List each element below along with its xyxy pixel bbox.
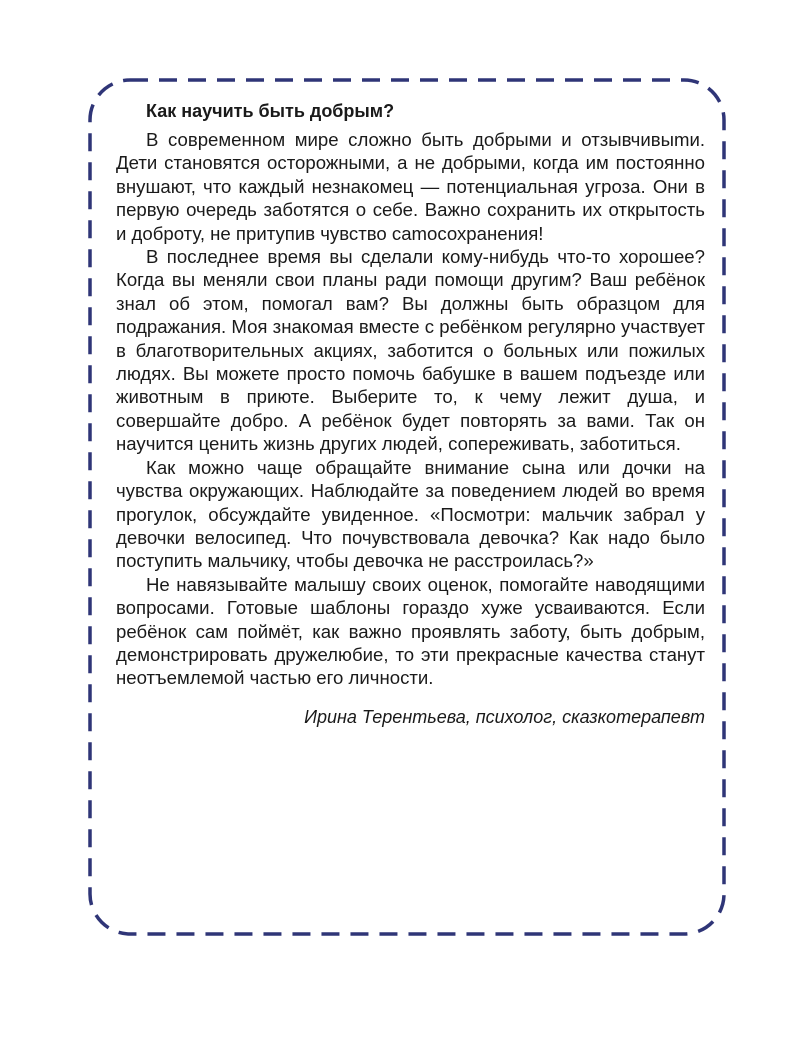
paragraph: Не навязывайте малышу своих оценок, помогайте наводящими вопросами. Готовые шаблоны гораздо хуже усваиваются. Если ребёнок сам поймёт, как важно проявлять заботу, быть добрым, демонстрировать дружелюбие, то эти прекрасные качества станут неотъемлемой частью его личности.	[116, 573, 705, 689]
author-signature: Ирина Терентьева, психолог, сказкотерапевт	[304, 706, 705, 727]
paragraph: Как можно чаще обращайте внимание сына или дочки на чувства окружающих. Наблюдайте за поведением людей во время прогулок, обсуждайте увиденное. «Посмотри: мальчик забрал у девочки велосипед. Что почувствовала девочка? Как надо было поступить мальчику, чтобы девочка не расстроилась?»	[116, 456, 705, 572]
paragraph: В современном мире сложно быть добрыми и отзывчивыmи. Дети становятся осторожными, а не добрыми, когда им постоянно внушают, что каждый незнакомец — потенциальная угроза. Они в первую очередь заботятся о себе. Важно сохранить их открытость и доброту, не притупив чувство саmосохранения!	[116, 129, 705, 244]
article	[116, 100, 705, 728]
article-title: Как научить быть добрым?	[146, 101, 395, 121]
paragraph: В последнее время вы сделали кому-нибудь что-то хорошее? Когда вы меняли свои планы ради помощи другим? Ваш ребёнок знал об этом, помогал вам? Вы должны быть образцом для подражания. Моя знакомая вместе с ребёнком регулярно участвует в благотворительных акциях, заботится о больных или пожилых людях. Вы можете просто помочь бабушке в вашем подъезде или животным в приюте. Выберите то, к чему лежит душа, и совершайте добро. А ребёнок будет повторять за вами. Так он научится ценить жизнь других людей, сопереживать, заботиться.	[116, 246, 705, 455]
